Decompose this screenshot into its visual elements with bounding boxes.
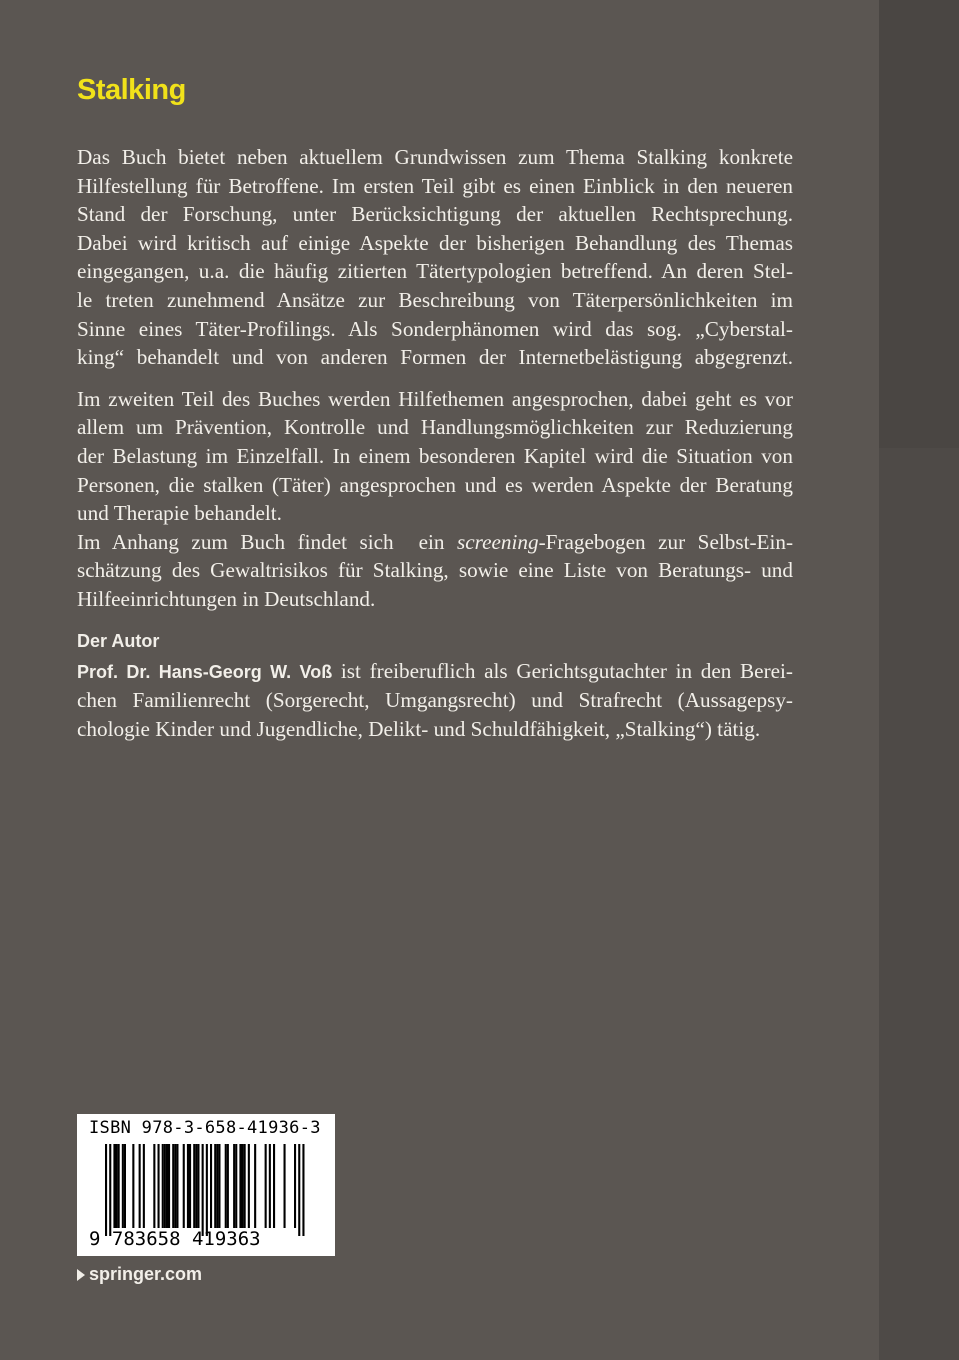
- text-line: chologie Kinder und Jugendliche, Delikt- und Schuldfähigkeit, „Stalking“) tätig.: [77, 716, 761, 741]
- barcode-bar: [210, 1144, 212, 1228]
- text-line: Sinne eines Täter-Profilings. Als Sonderphänomen wird das sog. „Cyberstal-: [77, 316, 793, 341]
- barcode-bar: [105, 1144, 107, 1236]
- description-paragraph-2: [77, 385, 793, 528]
- text-line: Personen, die stalken (Täter) angesprochen und es werden Aspekte der Beratung: [77, 472, 793, 497]
- barcode-digits: 9 783658 419363: [89, 1228, 261, 1250]
- barcode-bar: [302, 1144, 304, 1236]
- barcode-bar: [176, 1144, 178, 1228]
- barcode-bar: [162, 1144, 164, 1228]
- barcode-bar: [143, 1144, 145, 1228]
- text-line: Im zweiten Teil des Buches werden Hilfethemen angesprochen, dabei geht es vor: [77, 386, 793, 411]
- text-line: le treten zunehmend Ansätze zur Beschreibung von Täterpersönlichkeiten im: [77, 287, 793, 312]
- isbn-barcode: [77, 1114, 335, 1256]
- barcode-bar: [227, 1144, 229, 1228]
- barcode-bar: [113, 1144, 115, 1228]
- barcode-bar: [216, 1144, 218, 1228]
- barcode-bar: [233, 1144, 235, 1228]
- barcode-bar: [187, 1144, 189, 1228]
- barcode-bar: [166, 1144, 168, 1228]
- publisher-url: springer.com: [89, 1264, 203, 1284]
- text-segment: ist freiberuflich als Gerichtsgutachter in den Berei-: [332, 658, 793, 683]
- barcode-bar: [242, 1144, 244, 1228]
- barcode-bar: [254, 1144, 256, 1228]
- text-line: eingegangen, u.a. die häufig zitierten Tätertypologien betreffend. An deren Stel-: [77, 259, 793, 284]
- barcode-bar: [195, 1144, 197, 1228]
- barcode-bar: [225, 1144, 227, 1228]
- barcode-bar: [189, 1144, 191, 1228]
- text-segment: -Fragebogen zur Selbst-Ein-: [538, 529, 793, 554]
- back-cover-content: [77, 70, 793, 756]
- barcode-bar: [174, 1144, 176, 1228]
- barcode-bar: [294, 1144, 296, 1228]
- barcode-bar: [269, 1144, 271, 1228]
- text-line: Hilfestellung für Betroffene. Im ersten Teil gibt es einen Einblick in den neueren: [77, 173, 793, 198]
- text-line: und Therapie behandelt.: [77, 501, 282, 526]
- text-line: Hilfeeinrichtungen in Deutschland.: [77, 586, 376, 611]
- barcode-bar: [153, 1144, 155, 1228]
- barcode-bar: [284, 1144, 286, 1228]
- barcode-bar: [168, 1144, 170, 1228]
- barcode-bar: [235, 1144, 237, 1228]
- barcode-bar: [158, 1144, 160, 1228]
- text-line: [77, 657, 793, 687]
- italic-term: screening: [456, 529, 539, 554]
- barcode-bar: [118, 1144, 120, 1228]
- barcode-bar: [164, 1144, 166, 1228]
- barcode-bar: [139, 1144, 141, 1228]
- text-line: Das Buch bietet neben aktuellem Grundwissen zum Thema Stalking konkrete: [77, 145, 793, 169]
- barcode-bar: [183, 1144, 185, 1228]
- barcode-bar: [172, 1144, 174, 1228]
- description-paragraph-3: [77, 528, 793, 614]
- isbn-text: ISBN 978-3-658-41936-3: [89, 1118, 321, 1138]
- barcode-bar: [193, 1144, 195, 1228]
- text-line: Stand der Forschung, unter Berücksichtigung der aktuellen Rechtsprechung.: [77, 202, 793, 227]
- barcode-bar: [116, 1144, 118, 1228]
- text-segment: Im Anhang zum Buch findet sich ein: [77, 529, 457, 554]
- barcode-bar: [202, 1144, 204, 1236]
- text-line: der Belastung im Einzelfall. In einem besonderen Kapitel wird die Situation von: [77, 443, 793, 468]
- arrow-right-icon: [77, 1269, 85, 1281]
- barcode-bar: [206, 1144, 208, 1236]
- barcode-bar: [239, 1144, 241, 1228]
- text-line: Dabei wird kritisch auf einige Aspekte der bisherigen Behandlung des Themas: [77, 230, 793, 255]
- barcode-bar: [132, 1144, 134, 1228]
- barcode-bar: [298, 1144, 300, 1236]
- book-title: Stalking: [77, 74, 186, 106]
- barcode-bar: [248, 1144, 250, 1228]
- barcode-bar: [124, 1144, 126, 1228]
- text-line: chen Familienrecht (Sorgerecht, Umgangsrecht) und Strafrecht (Aussagepsy-: [77, 688, 793, 713]
- text-line: [77, 528, 793, 557]
- barcode-bar: [214, 1144, 216, 1228]
- barcode-bar: [273, 1144, 275, 1228]
- barcode-bar: [218, 1144, 220, 1228]
- barcode-bar: [197, 1144, 199, 1228]
- barcode-bar: [109, 1144, 111, 1236]
- barcode-bar: [244, 1144, 246, 1228]
- text-line: king“ behandelt und von anderen Formen der Internetbelästigung abgegrenzt.: [77, 345, 793, 370]
- author-heading: Der Autor: [77, 630, 160, 651]
- barcode-bar: [122, 1144, 124, 1228]
- publisher-link[interactable]: [77, 1264, 202, 1285]
- spine-strip-top: [879, 0, 959, 448]
- author-bio: [77, 657, 793, 744]
- text-line: schätzung des Gewaltrisikos für Stalking, sowie eine Liste von Beratungs- und: [77, 558, 793, 583]
- text-line: allem um Prävention, Kontrolle und Handlungsmöglichkeiten zur Reduzierung: [77, 415, 793, 440]
- barcode-bar: [265, 1144, 267, 1228]
- description-paragraph-1: [77, 143, 793, 372]
- author-name: Prof. Dr. Hans-Georg W. Voß: [77, 661, 333, 682]
